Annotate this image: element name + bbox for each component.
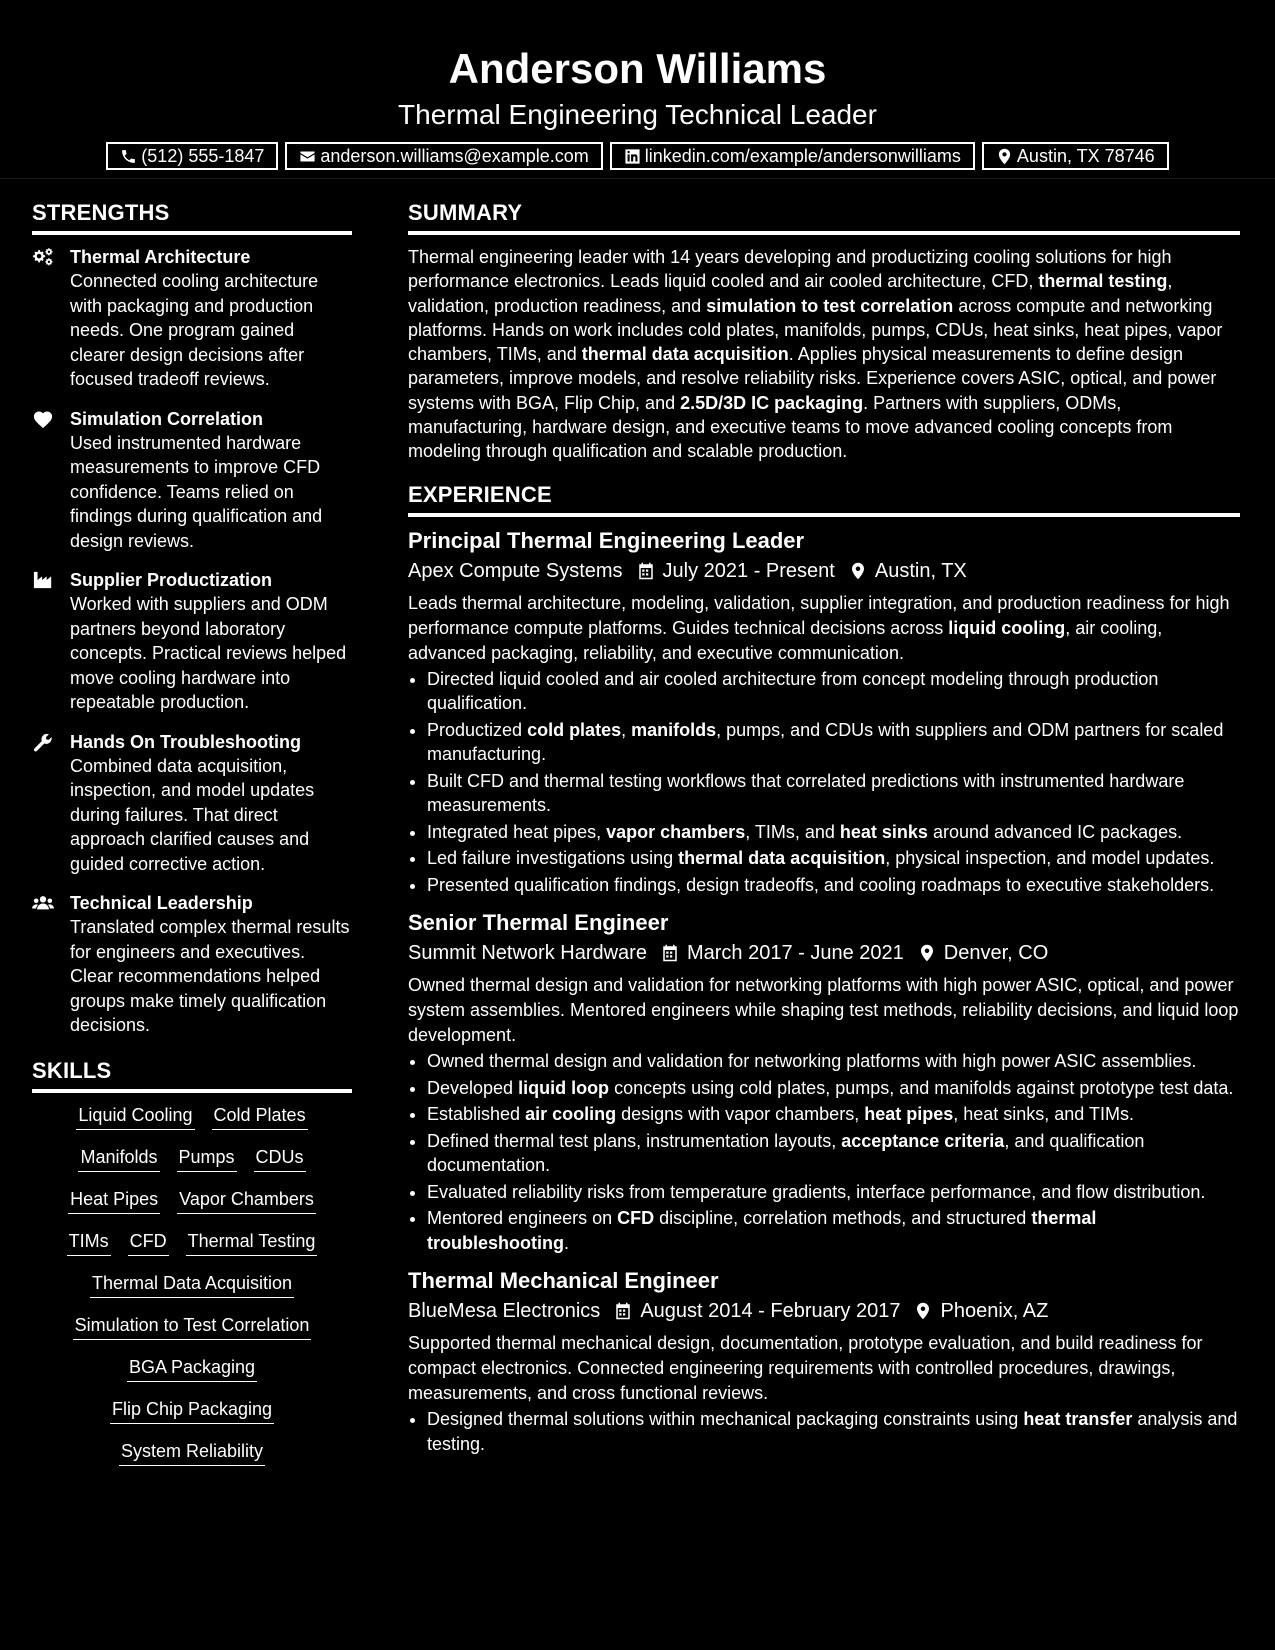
job-bullet <box>427 1102 1240 1127</box>
job-location: Phoenix, AZ <box>940 1300 1049 1323</box>
job-bullets <box>408 1407 1240 1456</box>
job-bullet <box>427 873 1240 898</box>
job-bullet <box>427 1129 1240 1178</box>
text-segment: around advanced IC packages. <box>927 821 1183 842</box>
strength-item <box>32 407 352 554</box>
text-segment: Leads thermal architecture, modeling, validation, supplier integration, and production readiness for high performance compute platforms. Guides technical decisions across <box>408 592 1230 638</box>
skill-row <box>32 1271 352 1298</box>
bold-keyword: CFD <box>617 1208 655 1229</box>
strength-item <box>32 568 352 715</box>
job-description <box>408 1331 1240 1406</box>
strength-description: Translated complex thermal results for engineers and executives. Clear recommendations helped groups make timely qualification decisions. <box>70 917 350 1035</box>
job-entry <box>408 909 1240 1255</box>
skill-row <box>32 1145 352 1172</box>
bold-keyword: manifolds <box>631 719 717 740</box>
job-bullet <box>427 718 1240 767</box>
text-segment: Mentored engineers on <box>427 1208 618 1229</box>
text-segment: . Partners with suppliers, ODMs, manufacturing, hardware design, and executive teams to move advanced cooling concepts from modeling through qualification and scalable production. <box>408 392 1173 462</box>
text-segment: Led failure investigations using <box>427 848 679 869</box>
skill-tag: Simulation to Test Correlation <box>73 1313 312 1340</box>
text-segment: Developed <box>427 1077 519 1098</box>
job-title: Principal Thermal Engineering Leader <box>408 527 805 553</box>
strength-title: Technical Leadership <box>70 893 253 913</box>
skill-tag: System Reliability <box>119 1439 265 1466</box>
contact-linkedin-text: linkedin.com/example/andersonwilliams <box>644 146 961 166</box>
text-segment: concepts using cold plates, pumps, and manifolds against prototype test data. <box>609 1077 1234 1098</box>
skill-tag: Flip Chip Packaging <box>110 1397 274 1424</box>
contact-phone-text: (512) 555-1847 <box>141 146 265 166</box>
text-segment: , air cooling, advanced packaging, reliability, and executive communication. <box>408 617 1163 663</box>
job-bullet <box>427 667 1240 716</box>
skill-tag: Thermal Data Acquisition <box>90 1271 294 1298</box>
job-bullet <box>427 1076 1240 1101</box>
users-icon <box>32 893 54 913</box>
text-segment: Built CFD and thermal testing workflows that correlated predictions with instrumented hardware measurements. <box>427 770 1185 816</box>
strength-title: Simulation Correlation <box>70 408 264 429</box>
text-segment: , pumps, and CDUs with suppliers and ODM partners for scaled manufacturing. <box>427 719 1224 765</box>
text-segment: analysis and testing. <box>427 1409 1238 1454</box>
industry-icon <box>32 570 54 590</box>
calendar-icon <box>614 1302 632 1320</box>
job-location: Denver, CO <box>943 942 1049 965</box>
strength-description: Worked with suppliers and ODM partners beyond laboratory concepts. Practical reviews helped move cooling hardware into repeatable production. <box>70 594 347 712</box>
bold-keyword: heat pipes <box>864 1104 954 1125</box>
strength-item <box>32 891 352 1038</box>
text-segment: Defined thermal test plans, instrumentation layouts, <box>427 1130 842 1151</box>
candidate-name: Anderson Williams <box>448 45 827 92</box>
skill-row <box>32 1313 352 1340</box>
resume-header <box>0 0 1275 179</box>
skill-row <box>32 1439 352 1466</box>
calendar-icon <box>637 562 655 580</box>
skills-list <box>32 1103 352 1466</box>
strength-description: Combined data acquisition, inspection, and model updates during failures. That direct approach clarified causes and guided corrective action. <box>70 755 315 874</box>
map-marker-icon <box>996 148 1013 165</box>
contact-linkedin[interactable] <box>610 142 975 170</box>
skill-tag: BGA Packaging <box>127 1355 257 1382</box>
contact-location[interactable] <box>982 142 1169 170</box>
job-bullet <box>427 820 1240 845</box>
bold-keyword: heat transfer <box>1023 1409 1133 1430</box>
phone-icon <box>120 148 137 165</box>
text-segment: discipline, correlation methods, and structured <box>654 1208 1032 1229</box>
bold-keyword: acceptance criteria <box>841 1130 1005 1151</box>
text-segment: , TIMs, and <box>745 821 840 842</box>
contact-phone[interactable] <box>106 142 278 170</box>
text-segment: Established <box>427 1104 526 1125</box>
bold-keyword: thermal testing <box>1038 271 1168 292</box>
bold-keyword: heat sinks <box>839 821 928 842</box>
job-bullet <box>427 846 1240 871</box>
summary-heading: SUMMARY <box>408 200 1240 235</box>
job-dates: March 2017 - June 2021 <box>686 942 904 965</box>
job-bullets <box>408 667 1240 898</box>
map-marker-icon <box>918 944 936 962</box>
text-segment: Designed thermal solutions within mechanical packaging constraints using <box>427 1409 1024 1430</box>
text-segment: . Applies physical measurements to define design parameters, improve models, and resolve reliability risks. Experience covers ASIC, optical, and power systems with BGA, Flip Chip, and <box>408 344 1217 413</box>
bold-keyword: liquid loop <box>518 1077 610 1098</box>
map-marker-icon <box>849 562 867 580</box>
skill-row <box>32 1229 352 1256</box>
contact-email-text: anderson.williams@example.com <box>320 146 589 166</box>
text-segment: Presented qualification findings, design tradeoffs, and cooling roadmaps to executive stakeholders. <box>427 874 1215 895</box>
strengths-heading: STRENGTHS <box>32 200 352 235</box>
envelope-icon <box>299 148 316 165</box>
skill-row <box>32 1103 352 1130</box>
wrench-icon <box>32 732 54 752</box>
text-segment: , heat sinks, and TIMs. <box>953 1104 1134 1125</box>
job-entry <box>408 1267 1240 1456</box>
experience-list <box>408 527 1240 1457</box>
strength-title: Thermal Architecture <box>70 247 251 267</box>
text-segment: , physical inspection, and model updates. <box>885 848 1215 869</box>
text-segment: designs with vapor chambers, <box>616 1104 865 1125</box>
job-bullet <box>427 769 1240 818</box>
right-column <box>408 200 1240 1468</box>
linkedin-icon <box>624 148 641 165</box>
job-bullet <box>427 1407 1240 1456</box>
bold-keyword: cold plates <box>527 719 622 740</box>
strength-title: Supplier Productization <box>70 570 273 590</box>
job-description <box>408 973 1240 1048</box>
map-marker-icon <box>914 1302 932 1320</box>
job-company: Apex Compute Systems <box>408 559 623 582</box>
gears-icon <box>32 247 54 267</box>
job-bullet <box>427 1206 1240 1255</box>
job-title: Senior Thermal Engineer <box>408 910 669 936</box>
skill-tag: CFD <box>128 1229 169 1256</box>
job-bullet <box>427 1180 1240 1205</box>
text-segment: , and qualification documentation. <box>427 1130 1145 1176</box>
job-meta <box>408 939 1240 967</box>
heart-icon <box>32 409 54 429</box>
bold-keyword: 2.5D/3D IC packaging <box>680 392 864 413</box>
candidate-title: Thermal Engineering Technical Leader <box>398 99 877 130</box>
skill-tag: Vapor Chambers <box>177 1187 316 1214</box>
text-segment: Directed liquid cooled and air cooled architecture from concept modeling through production qualification. <box>427 668 1159 714</box>
text-segment: . <box>563 1232 569 1253</box>
skill-tag: CDUs <box>254 1145 306 1172</box>
experience-section <box>408 482 1240 1457</box>
skill-tag: Cold Plates <box>212 1103 308 1130</box>
strength-title: Hands On Troubleshooting <box>70 731 301 752</box>
job-dates: August 2014 - February 2017 <box>640 1300 901 1323</box>
bold-keyword: liquid cooling <box>948 617 1066 638</box>
job-meta <box>408 1297 1240 1325</box>
bold-keyword: thermal data acquisition <box>678 848 886 869</box>
job-bullets <box>408 1049 1240 1255</box>
calendar-icon <box>661 944 679 962</box>
skill-tag: Pumps <box>177 1145 237 1172</box>
job-meta <box>408 557 1240 585</box>
skill-tag: Liquid Cooling <box>76 1103 194 1130</box>
strength-item <box>32 730 352 877</box>
text-segment: Owned thermal design and validation for networking platforms with high power ASIC assemblies. <box>427 1051 1197 1072</box>
skill-tag: Thermal Testing <box>186 1229 318 1256</box>
job-dates: July 2021 - Present <box>662 559 835 582</box>
text-segment: Owned thermal design and validation for networking platforms with high power ASIC, optical, and power system assemblies. Mentored engineers while shaping test methods, reliability decisions, and liquid loop development. <box>408 975 1239 1046</box>
strength-description: Connected cooling architecture with packaging and production needs. One program gained clearer design decisions after focused tradeoff reviews. <box>70 271 319 389</box>
job-company: Summit Network Hardware <box>408 942 647 965</box>
strength-description: Used instrumented hardware measurements to improve CFD confidence. Teams relied on findings during qualification and design reviews. <box>70 432 323 551</box>
text-segment: Productized <box>427 719 528 740</box>
text-segment: Integrated heat pipes, <box>427 821 607 842</box>
contact-location-text: Austin, TX 78746 <box>1016 146 1155 166</box>
skill-tag: TIMs <box>67 1229 111 1256</box>
text-segment: Thermal engineering leader with 14 years developing and productizing cooling solutions for high performance electronics. Leads liquid cooled and air cooled architecture, CFD, <box>408 247 1172 292</box>
bold-keyword: air cooling <box>525 1104 617 1125</box>
strength-item <box>32 245 352 392</box>
job-company: BlueMesa Electronics <box>408 1300 601 1323</box>
job-location: Austin, TX <box>874 559 967 582</box>
skill-row <box>32 1355 352 1382</box>
job-bullet <box>427 1049 1240 1074</box>
skill-row <box>32 1187 352 1214</box>
left-column <box>32 200 352 1481</box>
skill-tag: Manifolds <box>78 1145 159 1172</box>
bold-keyword: vapor chambers <box>606 821 746 842</box>
text-segment: , <box>621 719 632 740</box>
job-title: Thermal Mechanical Engineer <box>408 1268 719 1294</box>
contact-email[interactable] <box>285 142 602 170</box>
skill-tag: Heat Pipes <box>68 1187 160 1214</box>
experience-heading: EXPERIENCE <box>408 482 1240 517</box>
text-segment: Evaluated reliability risks from temperature gradients, interface performance, and flow distribution. <box>427 1181 1206 1202</box>
job-description <box>408 591 1240 666</box>
bold-keyword: thermal data acquisition <box>581 344 789 365</box>
job-entry <box>408 527 1240 898</box>
summary-text <box>408 245 1240 464</box>
text-segment: across compute and networking platforms. Hands on work includes cold plates, manifolds, pumps, CDUs, heat sinks, heat pipes, vapor chambers, TIMs, and <box>408 295 1223 365</box>
bold-keyword: thermal troubleshooting <box>427 1208 1097 1253</box>
skill-row <box>32 1397 352 1424</box>
text-segment: Supported thermal mechanical design, documentation, prototype evaluation, and build readiness for compact electronics. Connected engineering requirements with controlled procedures, drawings, measurements, and cross functional reviews. <box>408 1333 1203 1404</box>
skills-heading: SKILLS <box>32 1058 352 1093</box>
bold-keyword: simulation to test correlation <box>706 295 954 316</box>
text-segment: , validation, production readiness, and <box>408 271 1173 316</box>
contact-bar <box>0 142 1275 170</box>
